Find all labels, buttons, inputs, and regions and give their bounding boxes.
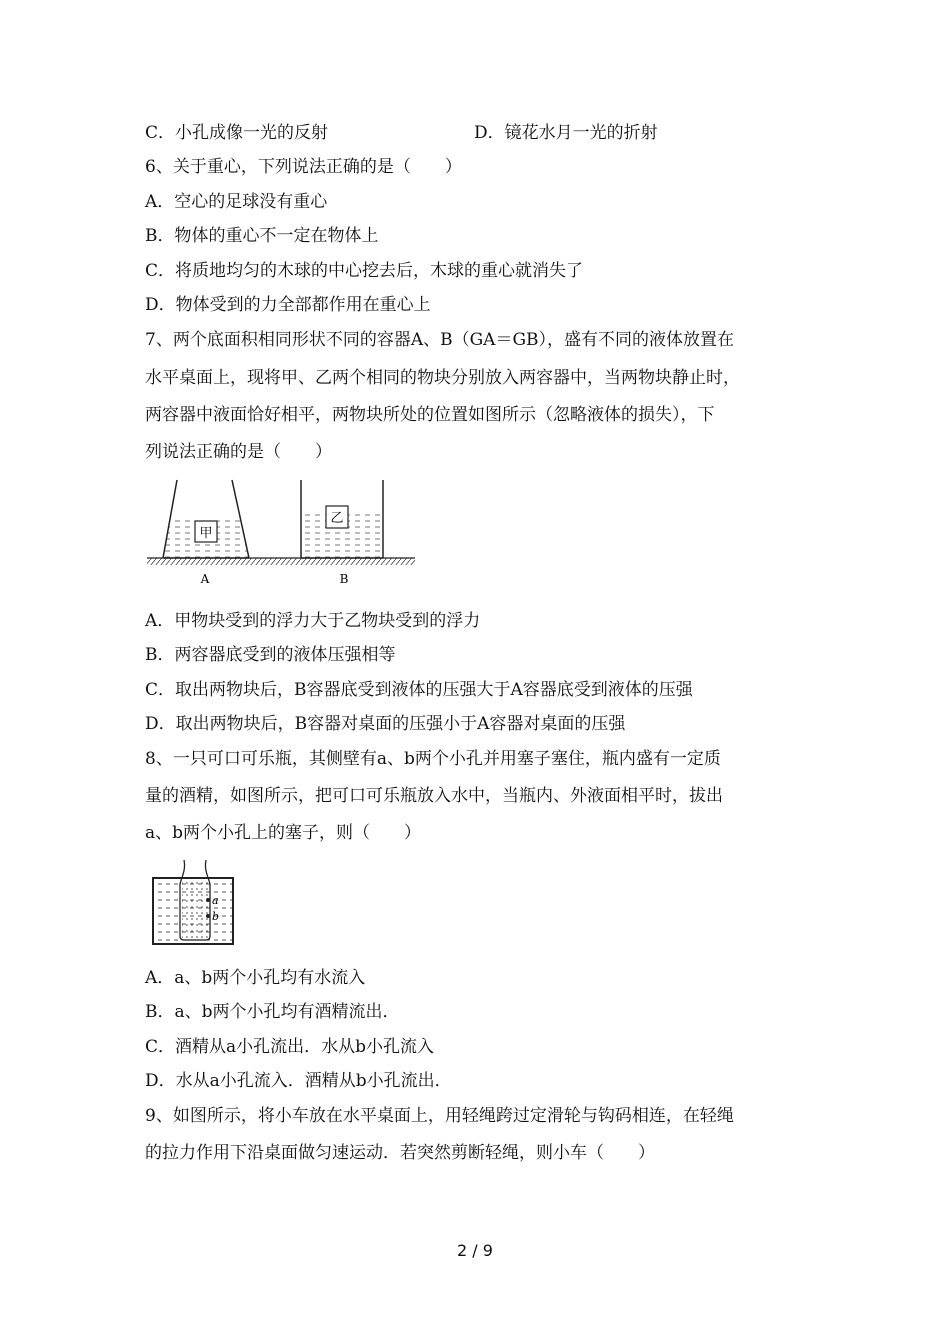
page-number: 2 / 9 bbox=[457, 1241, 493, 1260]
hole-b bbox=[206, 914, 210, 918]
label-a: A bbox=[200, 572, 210, 586]
q8-bottle-figure bbox=[150, 856, 238, 948]
q5-option-c: C．小孔成像一光的反射 bbox=[145, 123, 329, 143]
block-jia-label: 甲 bbox=[199, 526, 213, 541]
q8-stem-line-1: 8、一只可口可乐瓶，其侧壁有a、b两个小孔并用塞子塞住，瓶内盛有一定质 bbox=[145, 749, 721, 769]
q7-option-a: A．甲物块受到的浮力大于乙物块受到的浮力 bbox=[145, 611, 481, 631]
q6-option-d: D．物体受到的力全部都作用在重心上 bbox=[145, 295, 431, 315]
q7-option-b: B．两容器底受到的液体压强相等 bbox=[145, 645, 396, 665]
q8-option-c: C．酒精从a小孔流出．水从b小孔流入 bbox=[145, 1037, 435, 1057]
block-yi-label: 乙 bbox=[330, 511, 344, 526]
q6-option-b: B．物体的重心不一定在物体上 bbox=[145, 226, 379, 246]
q5-options-row bbox=[145, 121, 658, 145]
table-surface bbox=[147, 558, 415, 565]
q7-option-d: D．取出两物块后，B容器对桌面的压强小于A容器对桌面的压强 bbox=[145, 714, 626, 734]
hole-a bbox=[206, 898, 210, 902]
label-b: B bbox=[339, 572, 349, 586]
q6-stem: 6、关于重心，下列说法正确的是（ ） bbox=[145, 157, 462, 177]
q6-option-a: A．空心的足球没有重心 bbox=[145, 192, 328, 212]
q7-containers-figure bbox=[145, 476, 417, 591]
q8-stem-line-2: 量的酒精，如图所示，把可口可乐瓶放入水中，当瓶内、外液面相平时，拔出 bbox=[145, 786, 723, 806]
q7-option-c: C．取出两物块后，B容器底受到液体的压强大于A容器底受到液体的压强 bbox=[145, 680, 693, 700]
q7-stem-line-2: 水平桌面上，现将甲、乙两个相同的物块分别放入两容器中，当两物块静止时， bbox=[145, 368, 740, 388]
q9-stem-line-1: 9、如图所示，将小车放在水平桌面上，用轻绳跨过定滑轮与钩码相连，在轻绳 bbox=[145, 1106, 734, 1126]
hole-a-label: a bbox=[212, 894, 219, 907]
q7-stem-line-1: 7、两个底面积相同形状不同的容器A、B（GA＝GB），盛有不同的液体放置在 bbox=[145, 330, 735, 350]
alcohol-fill bbox=[182, 880, 208, 938]
q8-option-a: A．a、b两个小孔均有水流入 bbox=[145, 968, 366, 988]
q9-stem-line-2: 的拉力作用下沿桌面做匀速运动．若突然剪断轻绳，则小车（ ） bbox=[145, 1143, 655, 1163]
q8-option-b: B．a、b两个小孔均有酒精流出． bbox=[145, 1002, 400, 1022]
q5-option-d: D．镜花水月一光的折射 bbox=[474, 123, 658, 143]
q7-stem-line-4: 列说法正确的是（ ） bbox=[145, 442, 332, 462]
q8-option-d: D．水从a小孔流入．酒精从b小孔流出． bbox=[145, 1071, 452, 1091]
q8-stem-line-3: a、b两个小孔上的塞子，则（ ） bbox=[145, 823, 422, 843]
q6-option-c: C．将质地均匀的木球的中心挖去后，木球的重心就消失了 bbox=[145, 261, 584, 281]
hole-b-label: b bbox=[212, 910, 220, 923]
q7-stem-line-3: 两容器中液面恰好相平，两物块所处的位置如图所示（忽略液体的损失），下 bbox=[145, 405, 715, 425]
container-a bbox=[163, 480, 249, 558]
container-b bbox=[301, 480, 383, 558]
